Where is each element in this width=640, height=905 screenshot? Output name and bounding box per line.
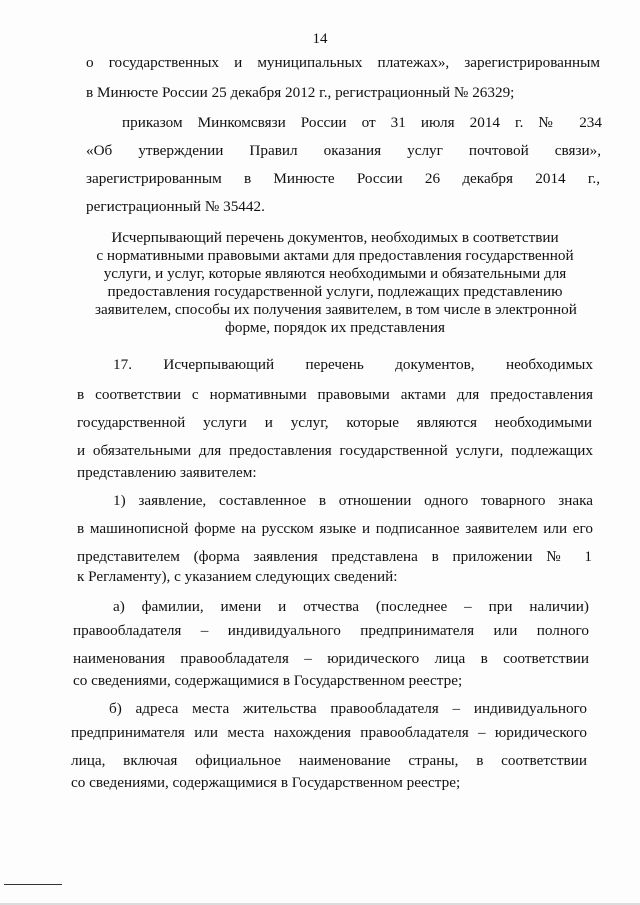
text-line: представлению заявителем: xyxy=(77,464,257,481)
text-line: зарегистрированным в Минюсте России 26 декабря 2014 г., xyxy=(86,170,600,187)
text-line: «Об утверждении Правил оказания услуг почтовой связи», xyxy=(86,142,601,159)
text-line: наименования правообладателя – юридического лица в соответствии xyxy=(73,650,589,667)
section-heading-line: Исчерпывающий перечень документов, необходимых в соответствии xyxy=(111,229,559,246)
section-heading-line: заявителем, способы их получения заявителем, в том числе в электронной xyxy=(95,301,577,318)
text-line: в Минюсте России 25 декабря 2012 г., регистрационный № 26329; xyxy=(86,84,515,101)
footnote-divider xyxy=(4,884,62,885)
text-line: в машинописной форме на русском языке и подписанное заявителем или его xyxy=(77,520,593,537)
text-line: со сведениями, содержащимися в Государственном реестре; xyxy=(73,672,463,689)
section-heading-line: предоставления государственной услуги, подлежащих представлению xyxy=(107,283,563,300)
text-line: к Регламенту), с указанием следующих сведений: xyxy=(77,568,398,585)
section-heading-line: с нормативными правовыми актами для предоставления государственной xyxy=(96,247,574,264)
section-heading-line: услуги, и услуг, которые являются необходимыми и обязательными для xyxy=(103,265,567,282)
text-line: предпринимателя или места нахождения правообладателя – юридического xyxy=(71,724,587,741)
text-line: о государственных и муниципальных платежах», зарегистрированным xyxy=(86,54,600,71)
section-heading-line: форме, порядок их представления xyxy=(225,319,445,336)
text-line: приказом Минкомсвязи России от 31 июля 2014 г. № 234 xyxy=(122,114,602,131)
text-line: со сведениями, содержащимися в Государственном реестре; xyxy=(71,774,461,791)
text-line: 17. Исчерпывающий перечень документов, необходимых xyxy=(113,356,593,373)
text-line: б) адреса места жительства правообладателя – индивидуального xyxy=(109,700,587,717)
text-line: лица, включая официальное наименование страны, в соответствии xyxy=(71,752,587,769)
text-line: представителем (форма заявления представлена в приложении № 1 xyxy=(77,548,592,565)
page-number: 14 xyxy=(312,31,328,47)
text-line: государственной услуги и услуг, которые являются необходимыми xyxy=(77,414,592,431)
text-line: в соответствии с нормативными правовыми актами для предоставления xyxy=(77,386,593,403)
text-line: а) фамилии, имени и отчества (последнее – при наличии) xyxy=(113,598,589,615)
text-line: правообладателя – индивидуального предпринимателя или полного xyxy=(73,622,589,639)
text-line: 1) заявление, составленное в отношении одного товарного знака xyxy=(113,492,593,509)
text-line: и обязательными для предоставления государственной услуги, подлежащих xyxy=(77,442,593,459)
text-line: регистрационный № 35442. xyxy=(86,198,265,215)
